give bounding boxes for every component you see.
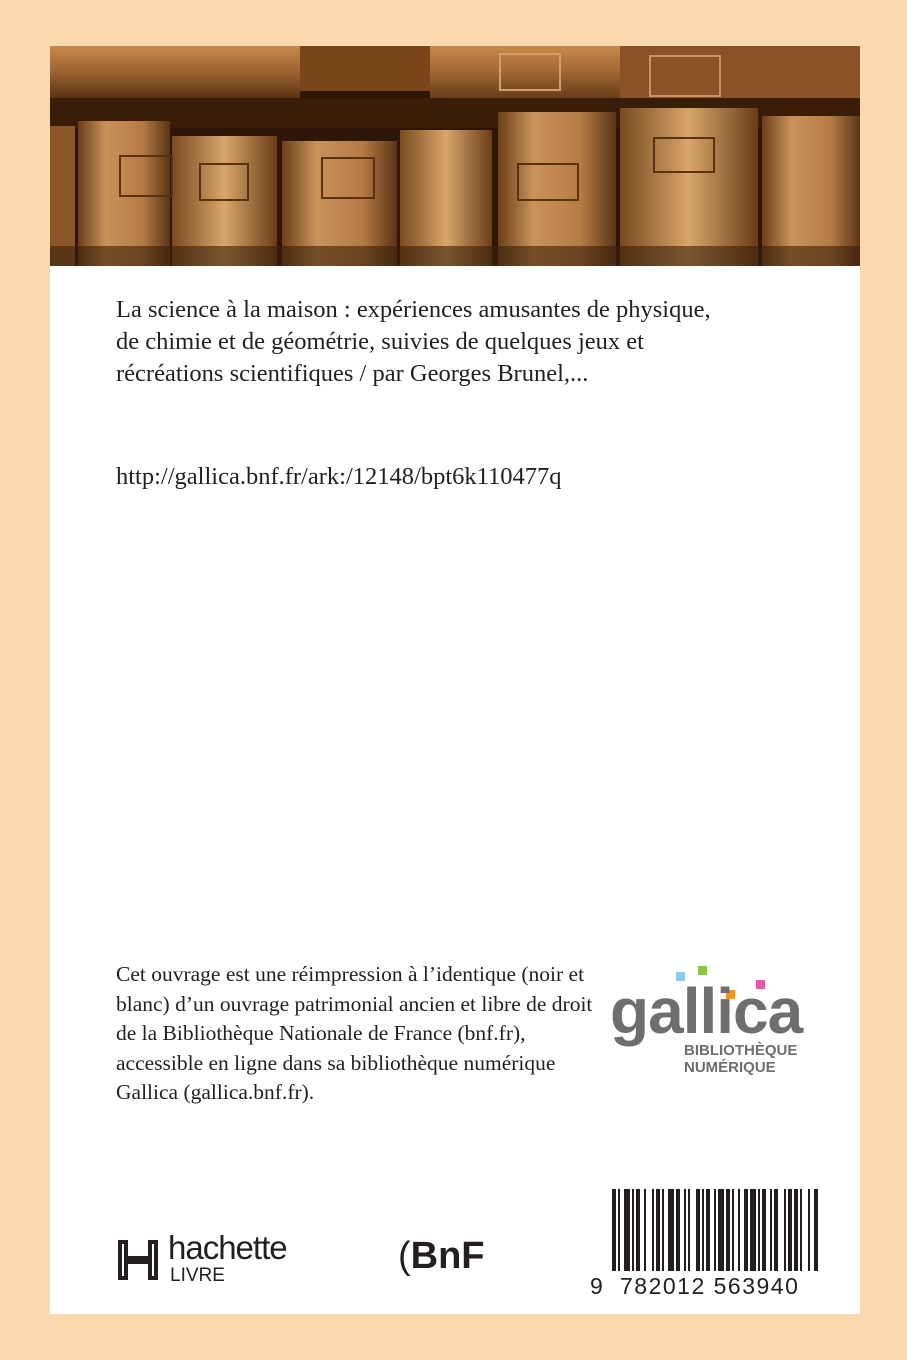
gallica-square-green [698,966,707,975]
barcode-lead-digit: 9 [590,1273,603,1299]
gallica-subtitle-line2: NUMÉRIQUE [684,1059,776,1076]
gallica-subtitle-line1: BIBLIOTHÈQUE [684,1042,798,1059]
hachette-livre-logo [116,1230,306,1290]
hachette-h-icon [116,1238,160,1282]
barcode-digits [590,1273,820,1299]
barcode-bars [590,1189,820,1273]
barcode-number: 782012 563940 [620,1273,800,1299]
bnf-text: BnF [410,1235,485,1277]
gallica-wordmark: gallica [610,975,803,1047]
bnf-logo [398,1234,485,1278]
isbn-barcode [590,1189,820,1307]
gallica-subtitle [684,1042,797,1076]
hachette-name: hachette [168,1229,287,1266]
gallica-logo [610,966,840,1106]
back-cover-page [50,46,860,1314]
reprint-notice: Cet ouvrage est une réimpression à l’identique (noir et blanc) d’un ouvrage patrimonial ancien et libre de droit de la Bibliothèque Nationale de France (bnf.fr), accessible en ligne dans sa bibliothèque numérique Gallica (gallica.bnf.fr). [116,962,593,1104]
gallica-url: http://gallica.bnf.fr/ark:/12148/bpt6k110477q [116,463,562,490]
book-spines-illustration [50,46,860,266]
hachette-sub: LIVRE [170,1265,225,1286]
book-spines-banner-image [50,46,860,266]
book-title: La science à la maison : expériences amusantes de physique, de chimie et de géométrie, suivies de quelques jeux et récréations scientifiques / par Georges Brunel,... [116,296,711,387]
bnf-bracket-icon: ( [398,1235,411,1277]
